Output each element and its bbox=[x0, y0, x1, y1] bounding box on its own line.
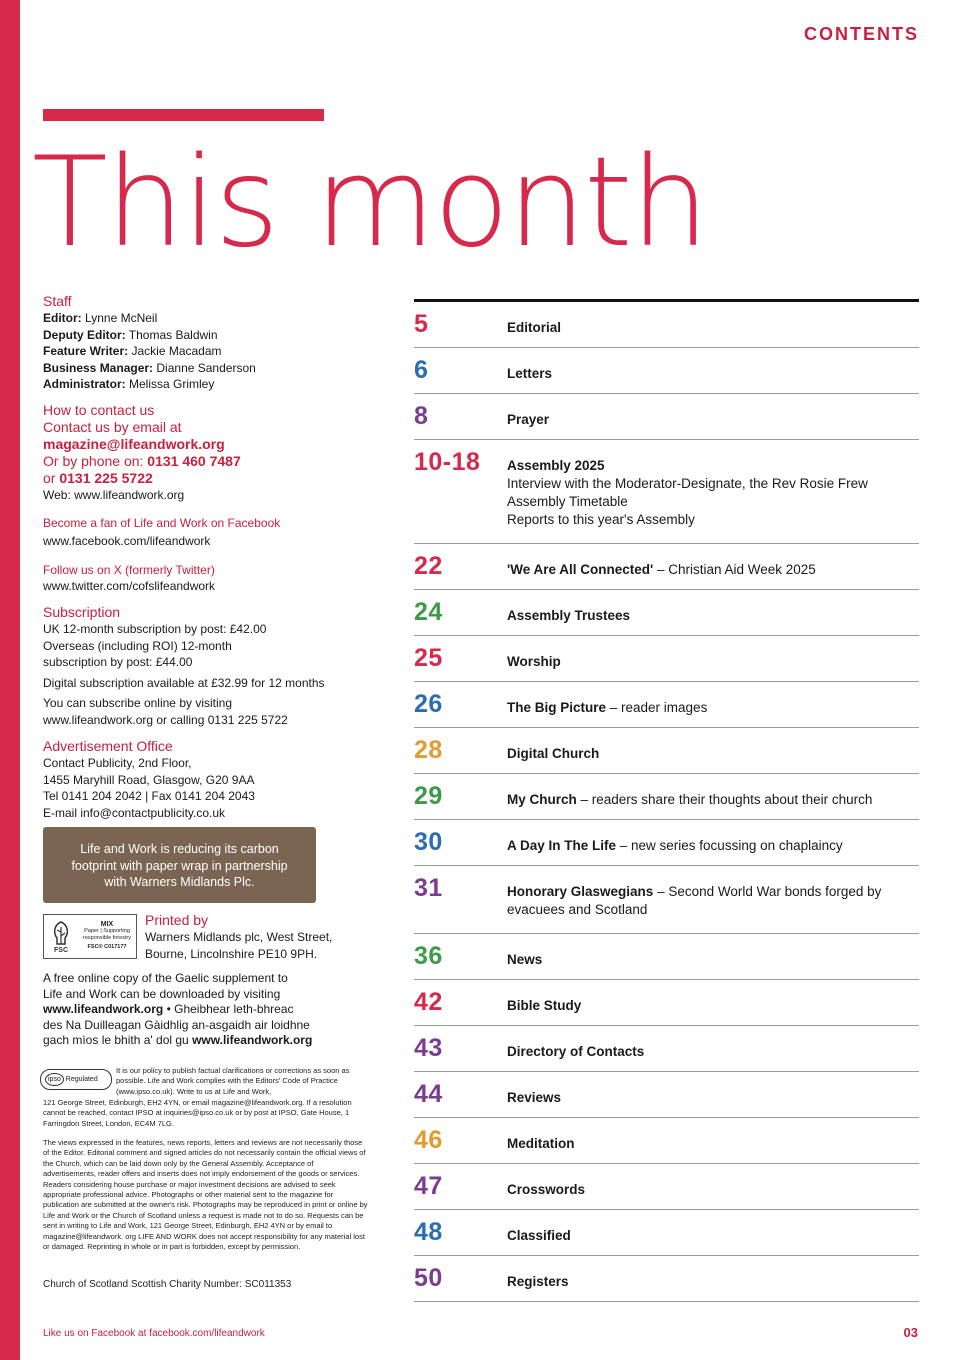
carbon-line: Life and Work is reducing its carbon bbox=[80, 842, 279, 856]
x-link[interactable]: www.twitter.com/cofslifeandwork bbox=[43, 578, 216, 593]
toc-entry-text bbox=[507, 934, 919, 969]
subscription-heading: Subscription bbox=[43, 604, 121, 620]
toc-page-number: 31 bbox=[414, 874, 443, 902]
toc-entry-text bbox=[507, 980, 919, 1015]
subscription-line[interactable]: www.lifeandwork.org or calling 0131 225 5722 bbox=[43, 712, 288, 727]
staff-heading: Staff bbox=[43, 293, 72, 309]
toc-title: Reviews bbox=[507, 1090, 562, 1105]
toc-title: The Big Picture bbox=[507, 700, 607, 715]
toc-entry[interactable] bbox=[414, 1026, 919, 1072]
toc-page-number: 36 bbox=[414, 942, 443, 970]
toc-entry[interactable] bbox=[414, 980, 919, 1026]
contact-or: or bbox=[43, 469, 56, 486]
headline-accent-bar bbox=[43, 109, 324, 121]
toc-page-number: 29 bbox=[414, 782, 443, 810]
toc-title: 'We Are All Connected' bbox=[507, 562, 654, 577]
advert-line: Contact Publicity, 2nd Floor, bbox=[43, 756, 192, 770]
toc-entry-text bbox=[507, 1026, 919, 1061]
toc-title: Worship bbox=[507, 654, 561, 669]
toc-entry[interactable] bbox=[414, 302, 919, 348]
toc-title: Meditation bbox=[507, 1136, 575, 1151]
advert-line: 1455 Maryhill Road, Glasgow, G20 9AA bbox=[43, 772, 255, 787]
fsc-text: MIX Paper | Supporting responsible forestry FSC® C017177 bbox=[83, 921, 131, 950]
toc-entry[interactable] bbox=[414, 544, 919, 590]
corrections-policy-contd: 121 George Street, Edinburgh, EH2 4YN, or email magazine@lifeandwork.org. If a resolution cannot be reached, contact IPSO at inquiries@ipso.co.uk or by post at IPSO, Gate House, 1 Farringdon Street, London, EC4M 7LG. bbox=[43, 1098, 352, 1128]
toc-title: A Day In The Life bbox=[507, 838, 617, 853]
carbon-line: footprint with paper wrap in partnership bbox=[71, 858, 288, 873]
contact-email-intro: Contact us by email at bbox=[43, 418, 182, 435]
subscription-line: subscription by post: £44.00 bbox=[43, 655, 193, 669]
toc-entry-text bbox=[507, 544, 919, 579]
toc-title: News bbox=[507, 952, 543, 967]
toc-entry[interactable] bbox=[414, 1118, 919, 1164]
toc-subline: Interview with the Moderator-Designate, the Rev Rosie Frew bbox=[507, 476, 868, 491]
toc-title: Honorary Glaswegians bbox=[507, 884, 654, 899]
toc-title: Classified bbox=[507, 1228, 571, 1243]
printed-by-heading: Printed by bbox=[145, 912, 209, 928]
masthead-column bbox=[43, 292, 378, 821]
disclaimer: The views expressed in the features, news reports, letters and reviews are not necessarily those of the Editor. Editorial comment and signed articles do not necessarily contain the official views of the Church, which can be laid down only by the General Assembly. Acceptance of advertisements, reader offers and inserts does not imply endorsement of the goods or services. Readers considering house purchase or major investment decisions are advised to seek appropriate professional advice. Photographs or other material sent to the magazine for publication are submitted at the owner's risk. Photographs may be reproduced in print or online by Life and Work or the Church of Scotland unless a request is made not to do so. Requests can be sent in writing to Life and Work, 121 George Street, Edinburgh, EH2 4YN or by email to magazine@lifeandwork. org LIFE AND WORK does not accept responsibility for any material lost or damaged. Reprinting in whole or in part is forbidden, except by permission. bbox=[43, 1138, 368, 1252]
toc-entry[interactable] bbox=[414, 1210, 919, 1256]
toc-entry[interactable] bbox=[414, 1164, 919, 1210]
toc-page-number: 42 bbox=[414, 988, 443, 1016]
toc-entry[interactable] bbox=[414, 394, 919, 440]
ipso-regulated-badge: ipso Regulated bbox=[40, 1069, 112, 1090]
gaelic-link-2[interactable]: www.lifeandwork.org bbox=[192, 1033, 313, 1047]
facebook-label: Become a fan of Life and Work on Facebook bbox=[43, 516, 281, 530]
toc-page-number: 26 bbox=[414, 690, 443, 718]
toc-entry[interactable] bbox=[414, 440, 919, 544]
contact-phone-1[interactable]: 0131 460 7487 bbox=[147, 452, 241, 469]
toc-page-number: 22 bbox=[414, 552, 443, 580]
toc-description: – Christian Aid Week 2025 bbox=[653, 562, 816, 577]
staff-line: Administrator: Melissa Grimley bbox=[43, 377, 215, 391]
toc-subline: Reports to this year's Assembly bbox=[507, 512, 695, 527]
toc-entry[interactable] bbox=[414, 934, 919, 980]
fsc-tree-icon bbox=[48, 919, 74, 955]
charity-number: Church of Scotland Scottish Charity Number: SC011353 bbox=[43, 1279, 292, 1290]
advert-heading: Advertisement Office bbox=[43, 738, 173, 754]
toc-entry[interactable] bbox=[414, 590, 919, 636]
toc-subline: evacuees and Scotland bbox=[507, 902, 648, 917]
toc-entry-text bbox=[507, 394, 919, 429]
toc-entry-text bbox=[507, 682, 919, 717]
toc-page-number: 10-18 bbox=[414, 448, 481, 476]
toc-description: – new series focussing on chaplaincy bbox=[616, 838, 843, 853]
toc-page-number: 5 bbox=[414, 310, 429, 338]
toc-entry[interactable] bbox=[414, 820, 919, 866]
toc-title: Letters bbox=[507, 366, 553, 381]
toc-entry-text bbox=[507, 1118, 919, 1153]
toc-page-number: 46 bbox=[414, 1126, 443, 1154]
x-label: Follow us on X (formerly Twitter) bbox=[43, 562, 215, 577]
toc-entry-text bbox=[507, 774, 919, 809]
toc-entry-text bbox=[507, 590, 919, 625]
contact-phone-2[interactable]: 0131 225 5722 bbox=[59, 469, 153, 486]
toc-entry-text bbox=[507, 302, 919, 337]
toc-page-number: 48 bbox=[414, 1218, 443, 1246]
advert-email[interactable]: E-mail info@contactpublicity.co.uk bbox=[43, 805, 226, 820]
facebook-link[interactable]: www.facebook.com/lifeandwork bbox=[43, 534, 211, 548]
toc-page-number: 44 bbox=[414, 1080, 443, 1108]
toc-page-number: 8 bbox=[414, 402, 429, 430]
page-spine-bar bbox=[0, 0, 20, 1360]
contact-web[interactable]: Web: www.lifeandwork.org bbox=[43, 487, 185, 502]
section-label: CONTENTS bbox=[804, 24, 919, 44]
toc-entry-text bbox=[507, 1256, 919, 1291]
toc-title: Prayer bbox=[507, 412, 550, 427]
toc-page-number: 6 bbox=[414, 356, 429, 384]
page-title: This month bbox=[32, 131, 708, 275]
toc-entry[interactable] bbox=[414, 348, 919, 394]
toc-entry-text bbox=[507, 728, 919, 763]
contact-heading: How to contact us bbox=[43, 401, 155, 418]
toc-entry[interactable] bbox=[414, 682, 919, 728]
toc-entry[interactable] bbox=[414, 866, 919, 934]
staff-list bbox=[43, 310, 378, 393]
toc-entry-text bbox=[507, 820, 919, 855]
toc-page-number: 25 bbox=[414, 644, 443, 672]
fsc-badge bbox=[43, 914, 137, 959]
toc-entry[interactable] bbox=[414, 774, 919, 820]
toc-entry[interactable] bbox=[414, 1072, 919, 1118]
printer-address: Warners Midlands plc, West Street, Bourne, Lincolnshire PE10 9PH. bbox=[145, 930, 333, 961]
toc-title: Assembly 2025 bbox=[507, 458, 605, 473]
gaelic-supplement-note: A free online copy of the Gaelic supplement to Life and Work can be downloaded by visiting www.lifeandwork.org • Gheibhear leth-bhreac des Na Duilleagan Gàidhlig an-asgaidh air loidhne gach mìos le bhith a' dol gu www.lifeandwork.org bbox=[43, 971, 313, 1047]
toc-entry-text bbox=[507, 1210, 919, 1245]
toc-title: Registers bbox=[507, 1274, 569, 1289]
carbon-line: with Warners Midlands Plc. bbox=[104, 875, 255, 889]
corrections-policy: It is our policy to publish factual clarifications or corrections as soon as possible. Life and Work complies with the Editors' Code of Practice (www.ipso.co.uk). Write to us at Life and Work, bbox=[116, 1066, 350, 1096]
subscription-digital: Digital subscription available at £32.99 for 12 months bbox=[43, 675, 325, 690]
toc-page-number: 30 bbox=[414, 828, 443, 856]
toc-title: Editorial bbox=[507, 320, 562, 335]
toc-page-number: 47 bbox=[414, 1172, 443, 1200]
toc-entry[interactable] bbox=[414, 1256, 919, 1302]
table-of-contents bbox=[414, 299, 919, 1302]
toc-title: My Church bbox=[507, 792, 577, 807]
toc-title: Crosswords bbox=[507, 1182, 586, 1197]
toc-subline: Assembly Timetable bbox=[507, 494, 628, 509]
advert-line: Tel 0141 204 2042 | Fax 0141 204 2043 bbox=[43, 789, 255, 803]
toc-entry-text bbox=[507, 348, 919, 383]
toc-title: Assembly Trustees bbox=[507, 608, 631, 623]
toc-page-number: 43 bbox=[414, 1034, 443, 1062]
toc-description: – Second World War bonds forged by bbox=[653, 884, 882, 899]
carbon-footprint-notice bbox=[43, 827, 316, 903]
svg-text:FSC: FSC bbox=[54, 947, 68, 954]
subscription-line: Overseas (including ROI) 12-month bbox=[43, 638, 232, 653]
toc-entry[interactable] bbox=[414, 636, 919, 682]
page-number: 03 bbox=[903, 1325, 918, 1340]
toc-entry-text bbox=[507, 1164, 919, 1199]
toc-page-number: 24 bbox=[414, 598, 443, 626]
ipso-logo-icon: ipso bbox=[45, 1073, 64, 1086]
staff-line: Deputy Editor: Thomas Baldwin bbox=[43, 327, 218, 342]
footer-facebook[interactable]: Like us on Facebook at facebook.com/lifeandwork bbox=[43, 1328, 265, 1339]
toc-title: Digital Church bbox=[507, 746, 600, 761]
toc-title: Directory of Contacts bbox=[507, 1044, 645, 1059]
staff-line: Editor: Lynne McNeil bbox=[43, 311, 158, 325]
subscription-line: UK 12-month subscription by post: £42.00 bbox=[43, 622, 267, 636]
toc-entry-text bbox=[507, 636, 919, 671]
subscription-line: You can subscribe online by visiting bbox=[43, 696, 233, 710]
toc-page-number: 28 bbox=[414, 736, 443, 764]
toc-entry-text bbox=[507, 866, 919, 919]
toc-entry[interactable] bbox=[414, 728, 919, 774]
staff-line: Business Manager: Dianne Sanderson bbox=[43, 360, 256, 375]
toc-title: Bible Study bbox=[507, 998, 582, 1013]
gaelic-link[interactable]: www.lifeandwork.org bbox=[43, 1002, 164, 1016]
toc-description: – reader images bbox=[606, 700, 708, 715]
toc-entry-text bbox=[507, 1072, 919, 1107]
contact-email-link[interactable]: magazine@lifeandwork.org bbox=[43, 435, 225, 452]
contact-phone-intro: Or by phone on: bbox=[43, 452, 144, 469]
toc-description: – readers share their thoughts about their church bbox=[576, 792, 873, 807]
toc-page-number: 50 bbox=[414, 1264, 443, 1292]
staff-line: Feature Writer: Jackie Macadam bbox=[43, 344, 222, 358]
toc-entry-text bbox=[507, 440, 919, 529]
